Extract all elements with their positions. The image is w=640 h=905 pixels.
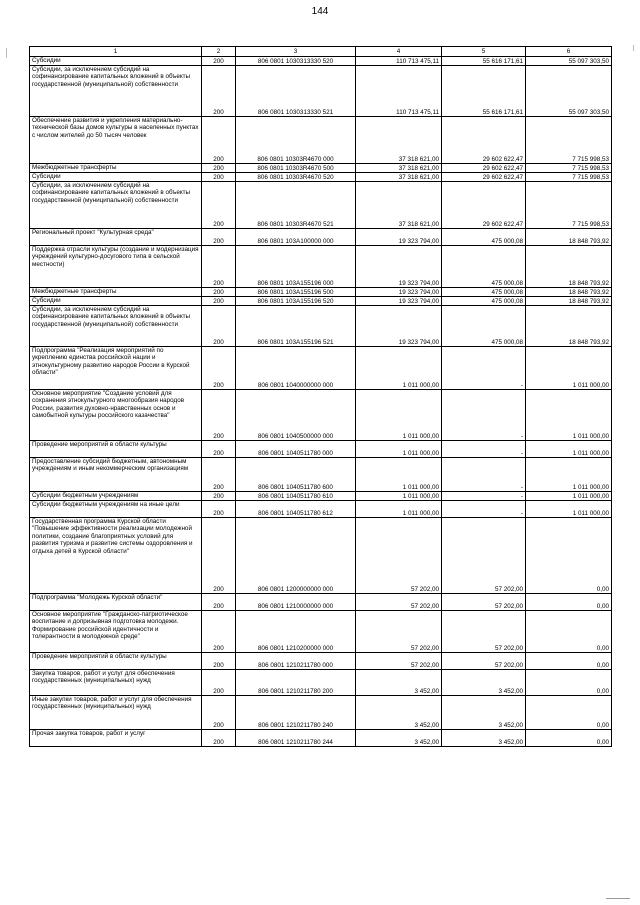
row-amount-cell: 3 452,00 bbox=[356, 670, 442, 696]
row-amount-cell: 110 713 475,11 bbox=[356, 57, 442, 66]
row-classification-cell: 806 0801 1030313330 521 bbox=[236, 66, 356, 117]
row-code-cell: 200 bbox=[202, 117, 236, 164]
row-name-cell: Субсидии, за исключением субсидий на софинансирование капитальных вложений в объекты государственной (муниципальной) собственности bbox=[30, 306, 202, 347]
row-executed-cell: 475 000,08 bbox=[442, 297, 526, 306]
column-header: 6 bbox=[526, 47, 612, 57]
row-name-cell: Государственная программа Курской области "Повышение эффективности реализации молодежной политики, создание благоприятных условий для развития туризма и развитие системы оздоровления и отдыха детей в Курской области" bbox=[30, 518, 202, 594]
row-amount-cell: 110 713 475,11 bbox=[356, 66, 442, 117]
column-header: 1 bbox=[30, 47, 202, 57]
row-executed-cell: - bbox=[442, 347, 526, 390]
row-classification-cell: 806 0801 10303R4670 500 bbox=[236, 164, 356, 173]
page-number: 144 bbox=[311, 6, 329, 17]
table-row bbox=[30, 492, 612, 501]
row-name-cell: Субсидии, за исключением субсидий на софинансирование капитальных вложений в объекты государственной (муниципальной) собственности bbox=[30, 66, 202, 117]
row-remaining-cell: 0,00 bbox=[526, 696, 612, 730]
row-code-cell: 200 bbox=[202, 288, 236, 297]
row-classification-cell: 806 0801 103A155196 000 bbox=[236, 246, 356, 288]
row-code-cell: 200 bbox=[202, 246, 236, 288]
row-code-cell: 200 bbox=[202, 57, 236, 66]
row-remaining-cell: 55 097 303,50 bbox=[526, 66, 612, 117]
table-row bbox=[30, 306, 612, 347]
row-remaining-cell: 18 848 793,92 bbox=[526, 288, 612, 297]
table-row bbox=[30, 229, 612, 246]
row-classification-cell: 806 0801 1210211780 000 bbox=[236, 653, 356, 670]
row-amount-cell: 57 202,00 bbox=[356, 653, 442, 670]
column-header: 4 bbox=[356, 47, 442, 57]
table-row bbox=[30, 182, 612, 229]
row-code-cell: 200 bbox=[202, 390, 236, 441]
row-remaining-cell: 18 848 793,92 bbox=[526, 306, 612, 347]
row-name-cell: Субсидии бюджетным учреждениям на иные цели bbox=[30, 501, 202, 518]
scan-mark bbox=[6, 48, 7, 58]
table-row bbox=[30, 164, 612, 173]
row-executed-cell: - bbox=[442, 492, 526, 501]
row-code-cell: 200 bbox=[202, 458, 236, 492]
column-header: 5 bbox=[442, 47, 526, 57]
row-remaining-cell: 0,00 bbox=[526, 594, 612, 611]
row-name-cell: Основное мероприятие "Создание условий для сохранения этнокультурного многообразия народов России, развития духовно-нравственных основ и самобытной культуры российского казачества" bbox=[30, 390, 202, 441]
row-remaining-cell: 0,00 bbox=[526, 611, 612, 653]
row-amount-cell: 1 011 000,00 bbox=[356, 390, 442, 441]
row-code-cell: 200 bbox=[202, 696, 236, 730]
table-row bbox=[30, 246, 612, 288]
table-row bbox=[30, 653, 612, 670]
row-remaining-cell: 7 715 998,53 bbox=[526, 117, 612, 164]
row-executed-cell: 29 602 622,47 bbox=[442, 173, 526, 182]
row-executed-cell: 475 000,08 bbox=[442, 246, 526, 288]
row-amount-cell: 19 323 794,00 bbox=[356, 306, 442, 347]
row-executed-cell: 475 000,08 bbox=[442, 229, 526, 246]
table-row bbox=[30, 670, 612, 696]
row-executed-cell: 3 452,00 bbox=[442, 696, 526, 730]
row-amount-cell: 1 011 000,00 bbox=[356, 492, 442, 501]
row-remaining-cell: 18 848 793,92 bbox=[526, 246, 612, 288]
table-row bbox=[30, 594, 612, 611]
row-remaining-cell: 1 011 000,00 bbox=[526, 441, 612, 458]
row-code-cell: 200 bbox=[202, 347, 236, 390]
row-amount-cell: 19 323 794,00 bbox=[356, 246, 442, 288]
row-classification-cell: 806 0801 1040000000 000 bbox=[236, 347, 356, 390]
row-amount-cell: 19 323 794,00 bbox=[356, 297, 442, 306]
row-remaining-cell: 0,00 bbox=[526, 730, 612, 747]
table-row bbox=[30, 696, 612, 730]
row-name-cell: Иные закупки товаров, работ и услуг для обеспечения государственных (муниципальных) нужд bbox=[30, 696, 202, 730]
row-remaining-cell: 7 715 998,53 bbox=[526, 173, 612, 182]
row-executed-cell: 29 602 622,47 bbox=[442, 117, 526, 164]
table-row bbox=[30, 611, 612, 653]
row-executed-cell: 55 616 171,61 bbox=[442, 57, 526, 66]
row-remaining-cell: 0,00 bbox=[526, 518, 612, 594]
row-amount-cell: 1 011 000,00 bbox=[356, 501, 442, 518]
table-row bbox=[30, 501, 612, 518]
scan-mark bbox=[606, 898, 630, 899]
row-name-cell: Проведение мероприятий в области культуры bbox=[30, 441, 202, 458]
row-name-cell: Межбюджетные трансферты bbox=[30, 288, 202, 297]
table-row bbox=[30, 390, 612, 441]
row-executed-cell: - bbox=[442, 458, 526, 492]
row-classification-cell: 806 0801 103A100000 000 bbox=[236, 229, 356, 246]
row-executed-cell: 29 602 622,47 bbox=[442, 182, 526, 229]
row-name-cell: Поддержка отрасли культуры (создание и модернизация учреждений культурно-досугового типа в сельской местности) bbox=[30, 246, 202, 288]
row-executed-cell: - bbox=[442, 441, 526, 458]
row-classification-cell: 806 0801 1040511780 600 bbox=[236, 458, 356, 492]
row-remaining-cell: 7 715 998,53 bbox=[526, 164, 612, 173]
row-amount-cell: 1 011 000,00 bbox=[356, 458, 442, 492]
row-classification-cell: 806 0801 103A155196 500 bbox=[236, 288, 356, 297]
row-classification-cell: 806 0801 1040511780 610 bbox=[236, 492, 356, 501]
row-classification-cell: 806 0801 1030313330 520 bbox=[236, 57, 356, 66]
row-name-cell: Закупка товаров, работ и услуг для обеспечения государственных (муниципальных) нужд bbox=[30, 670, 202, 696]
column-header: 2 bbox=[202, 47, 236, 57]
table-header-row bbox=[30, 47, 612, 57]
table-row bbox=[30, 347, 612, 390]
row-executed-cell: 57 202,00 bbox=[442, 594, 526, 611]
row-code-cell: 200 bbox=[202, 730, 236, 747]
row-name-cell: Региональный проект "Культурная среда" bbox=[30, 229, 202, 246]
row-name-cell: Субсидии bbox=[30, 57, 202, 66]
row-name-cell: Проведение мероприятий в области культуры bbox=[30, 653, 202, 670]
row-name-cell: Субсидии bbox=[30, 297, 202, 306]
row-code-cell: 200 bbox=[202, 66, 236, 117]
table-row bbox=[30, 730, 612, 747]
row-code-cell: 200 bbox=[202, 594, 236, 611]
row-classification-cell: 806 0801 103A155196 520 bbox=[236, 297, 356, 306]
row-classification-cell: 806 0801 10303R4670 520 bbox=[236, 173, 356, 182]
row-classification-cell: 806 0801 1210211780 240 bbox=[236, 696, 356, 730]
row-classification-cell: 806 0801 1040511780 000 bbox=[236, 441, 356, 458]
row-executed-cell: 475 000,08 bbox=[442, 288, 526, 297]
row-executed-cell: - bbox=[442, 501, 526, 518]
row-classification-cell: 806 0801 1040500000 000 bbox=[236, 390, 356, 441]
table-row bbox=[30, 297, 612, 306]
table-row bbox=[30, 173, 612, 182]
row-classification-cell: 806 0801 1210211780 200 bbox=[236, 670, 356, 696]
row-amount-cell: 19 323 794,00 bbox=[356, 288, 442, 297]
row-code-cell: 200 bbox=[202, 173, 236, 182]
row-amount-cell: 57 202,00 bbox=[356, 611, 442, 653]
row-amount-cell: 37 318 621,00 bbox=[356, 182, 442, 229]
table-row bbox=[30, 66, 612, 117]
row-name-cell: Предоставление субсидий бюджетным, автономным учреждениям и иным некоммерческим организациям bbox=[30, 458, 202, 492]
budget-table bbox=[29, 46, 612, 747]
row-amount-cell: 37 318 621,00 bbox=[356, 117, 442, 164]
row-classification-cell: 806 0801 1210000000 000 bbox=[236, 594, 356, 611]
row-remaining-cell: 0,00 bbox=[526, 670, 612, 696]
row-classification-cell: 806 0801 1200000000 000 bbox=[236, 518, 356, 594]
row-code-cell: 200 bbox=[202, 441, 236, 458]
row-amount-cell: 57 202,00 bbox=[356, 518, 442, 594]
row-name-cell: Субсидии, за исключением субсидий на софинансирование капитальных вложений в объекты государственной (муниципальной) собственности bbox=[30, 182, 202, 229]
row-classification-cell: 806 0801 1040511780 612 bbox=[236, 501, 356, 518]
row-classification-cell: 806 0801 10303R4670 521 bbox=[236, 182, 356, 229]
row-remaining-cell: 1 011 000,00 bbox=[526, 501, 612, 518]
scan-mark bbox=[633, 45, 634, 51]
table-row bbox=[30, 441, 612, 458]
row-classification-cell: 806 0801 1210200000 000 bbox=[236, 611, 356, 653]
row-code-cell: 200 bbox=[202, 297, 236, 306]
row-code-cell: 200 bbox=[202, 518, 236, 594]
row-amount-cell: 57 202,00 bbox=[356, 594, 442, 611]
table-row bbox=[30, 288, 612, 297]
row-remaining-cell: 0,00 bbox=[526, 653, 612, 670]
row-code-cell: 200 bbox=[202, 182, 236, 229]
row-amount-cell: 37 318 621,00 bbox=[356, 164, 442, 173]
column-header: 3 bbox=[236, 47, 356, 57]
row-executed-cell: 57 202,00 bbox=[442, 518, 526, 594]
row-name-cell: Обеспечение развития и укрепления материально-технической базы домов культуры в населенных пунктах с числом жителей до 50 тысяч человек bbox=[30, 117, 202, 164]
row-remaining-cell: 18 848 793,92 bbox=[526, 229, 612, 246]
row-executed-cell: 55 616 171,61 bbox=[442, 66, 526, 117]
row-code-cell: 200 bbox=[202, 653, 236, 670]
row-executed-cell: 475 000,08 bbox=[442, 306, 526, 347]
row-name-cell: Прочая закупка товаров, работ и услуг bbox=[30, 730, 202, 747]
row-name-cell: Подпрограмма "Реализация мероприятий по укреплению единства российской нации и этнокультурному развитию народов России в Курской области" bbox=[30, 347, 202, 390]
row-code-cell: 200 bbox=[202, 670, 236, 696]
row-remaining-cell: 1 011 000,00 bbox=[526, 347, 612, 390]
row-remaining-cell: 1 011 000,00 bbox=[526, 458, 612, 492]
row-code-cell: 200 bbox=[202, 611, 236, 653]
row-amount-cell: 1 011 000,00 bbox=[356, 441, 442, 458]
row-remaining-cell: 18 848 793,92 bbox=[526, 297, 612, 306]
row-classification-cell: 806 0801 1210211780 244 bbox=[236, 730, 356, 747]
row-code-cell: 200 bbox=[202, 164, 236, 173]
row-code-cell: 200 bbox=[202, 501, 236, 518]
row-name-cell: Подпрограмма "Молодежь Курской области" bbox=[30, 594, 202, 611]
row-classification-cell: 806 0801 10303R4670 000 bbox=[236, 117, 356, 164]
row-executed-cell: - bbox=[442, 390, 526, 441]
row-amount-cell: 19 323 794,00 bbox=[356, 229, 442, 246]
row-code-cell: 200 bbox=[202, 306, 236, 347]
row-executed-cell: 57 202,00 bbox=[442, 653, 526, 670]
row-code-cell: 200 bbox=[202, 492, 236, 501]
row-executed-cell: 3 452,00 bbox=[442, 730, 526, 747]
row-name-cell: Субсидии бюджетным учреждениям bbox=[30, 492, 202, 501]
table-row bbox=[30, 57, 612, 66]
row-remaining-cell: 7 715 998,53 bbox=[526, 182, 612, 229]
row-classification-cell: 806 0801 103A155196 521 bbox=[236, 306, 356, 347]
row-name-cell: Основное мероприятие "Гражданско-патриотическое воспитание и допризывная подготовка молодежи. Формирование российской идентичности и толерантности в молодежной среде" bbox=[30, 611, 202, 653]
row-executed-cell: 57 202,00 bbox=[442, 611, 526, 653]
row-amount-cell: 3 452,00 bbox=[356, 696, 442, 730]
row-amount-cell: 1 011 000,00 bbox=[356, 347, 442, 390]
row-remaining-cell: 55 097 303,50 bbox=[526, 57, 612, 66]
row-name-cell: Межбюджетные трансферты bbox=[30, 164, 202, 173]
row-executed-cell: 29 602 622,47 bbox=[442, 164, 526, 173]
row-executed-cell: 3 452,00 bbox=[442, 670, 526, 696]
row-code-cell: 200 bbox=[202, 229, 236, 246]
row-amount-cell: 37 318 621,00 bbox=[356, 173, 442, 182]
table-row bbox=[30, 117, 612, 164]
table-row bbox=[30, 458, 612, 492]
table-row bbox=[30, 518, 612, 594]
row-remaining-cell: 1 011 000,00 bbox=[526, 492, 612, 501]
row-name-cell: Субсидии bbox=[30, 173, 202, 182]
row-amount-cell: 3 452,00 bbox=[356, 730, 442, 747]
row-remaining-cell: 1 011 000,00 bbox=[526, 390, 612, 441]
